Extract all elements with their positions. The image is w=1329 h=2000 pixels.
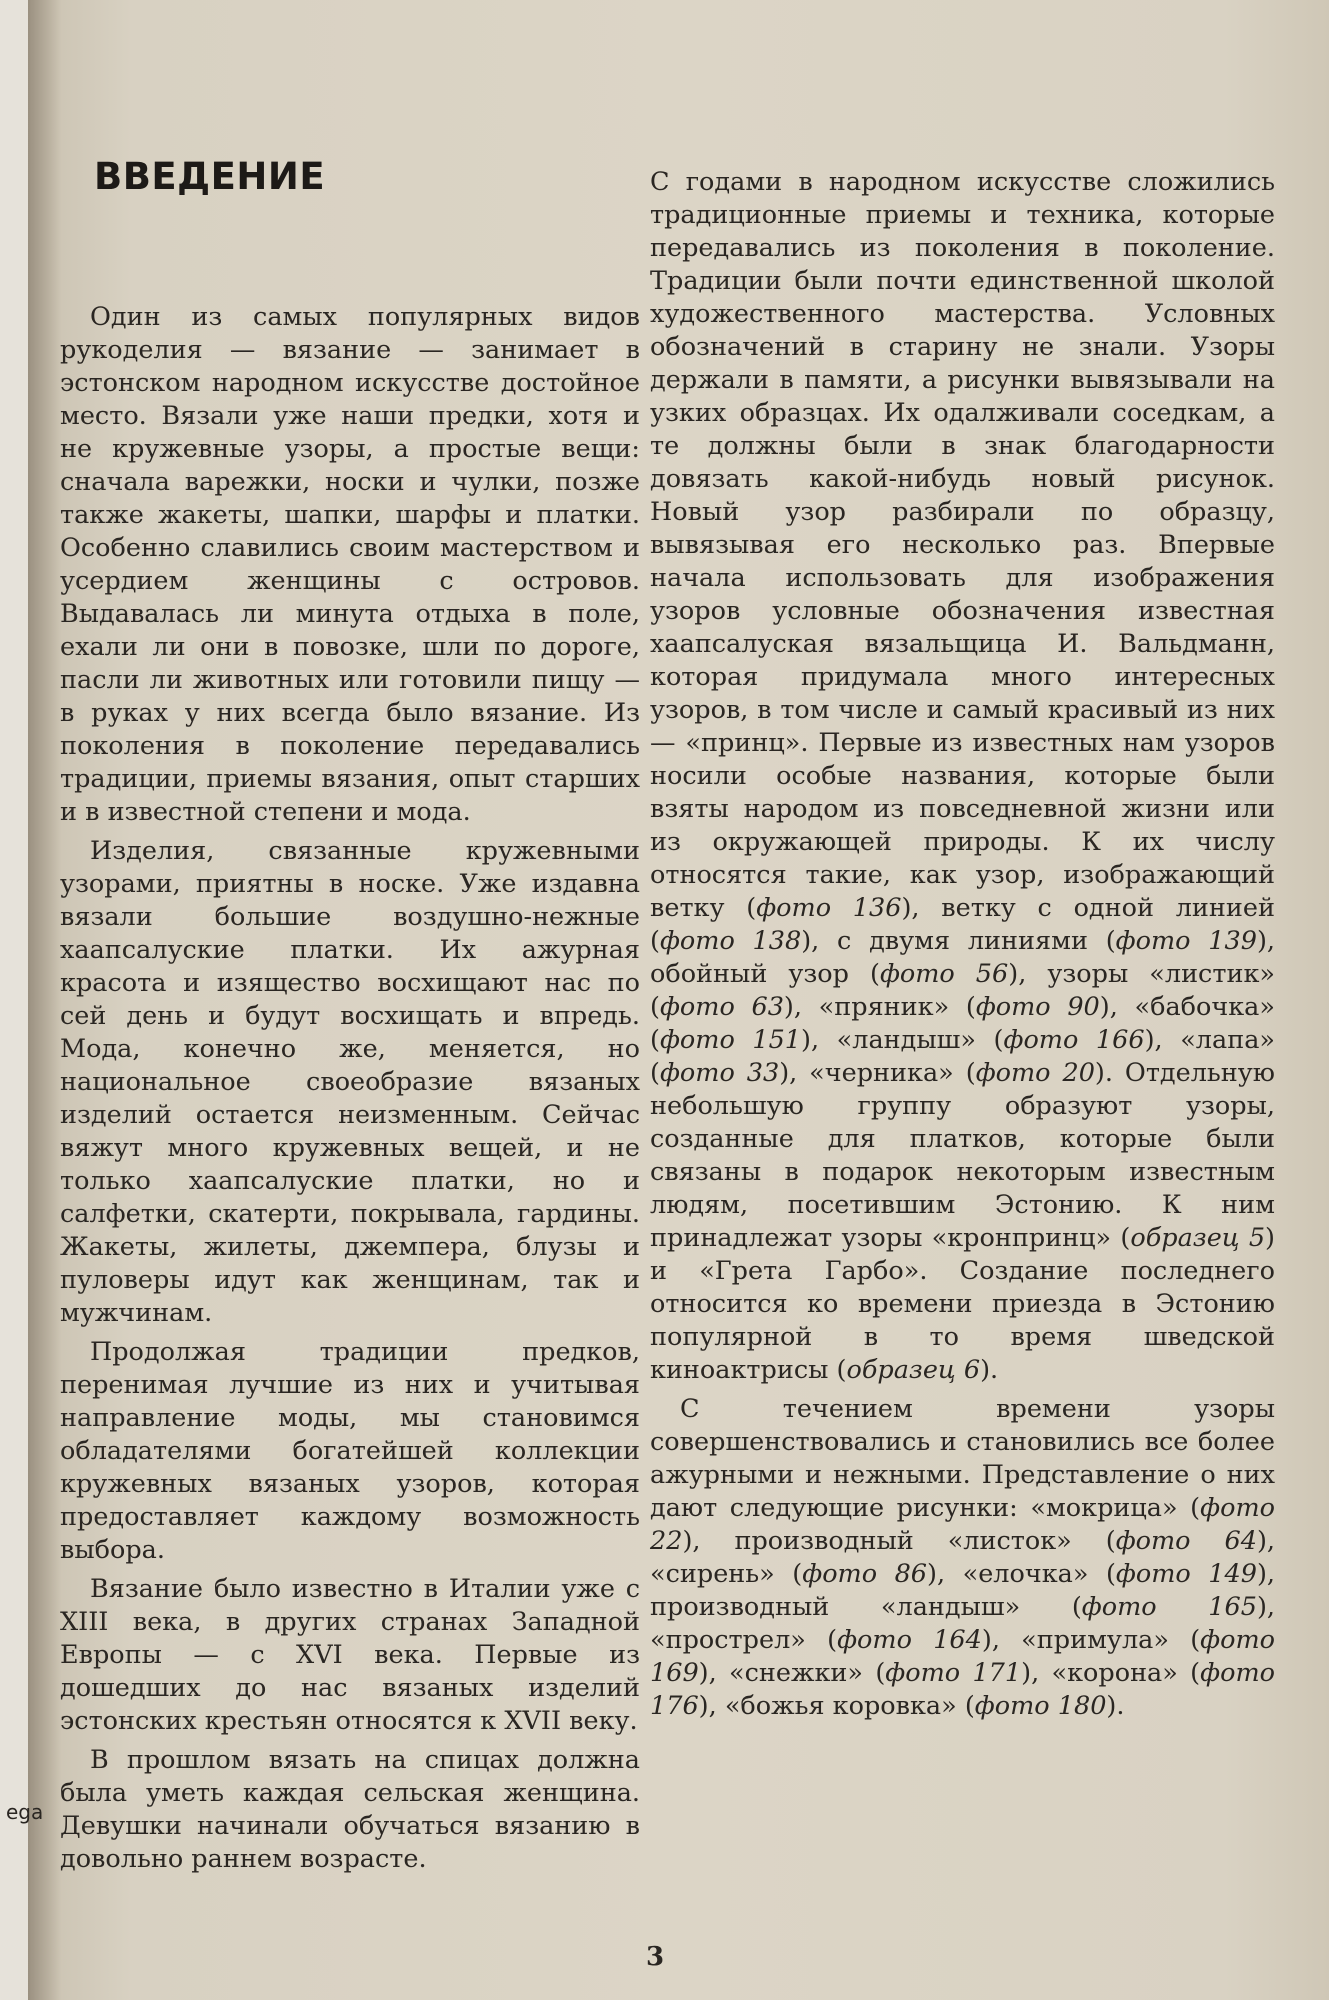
text-run: ), «божья коровка» ( <box>698 1691 975 1721</box>
text-run: ), «бабочка» ( <box>650 992 1275 1055</box>
page-title: ВВЕДЕНИЕ <box>94 155 326 198</box>
text-run: ). <box>980 1355 999 1385</box>
text-run: ), производный «листок» ( <box>682 1526 1116 1556</box>
text-run: ), ветку с одной линией ( <box>650 893 1275 956</box>
photo-ref: фото 56 <box>879 959 1009 989</box>
text-run: С течением времени узоры совершенствовались и становились все более ажурными и нежными. Представление о них дают следующие рисунки: «мокрица» ( <box>650 1394 1275 1523</box>
text-run: ) и «Грета Гарбо». Создание последнего относится ко времени приезда в Эстонию популярной в то время шведской киноактрисы ( <box>650 1223 1275 1385</box>
photo-ref: фото 33 <box>659 1058 780 1088</box>
page-number: 3 <box>646 1942 665 1972</box>
right-column <box>650 166 1275 1729</box>
left-column <box>60 155 640 1882</box>
photo-ref: фото 138 <box>659 926 802 956</box>
photo-ref: фото 171 <box>885 1658 1022 1688</box>
photo-ref: фото 136 <box>756 893 902 923</box>
photo-ref: фото 86 <box>802 1559 928 1589</box>
text-run: ), узоры «листик» ( <box>650 959 1275 1022</box>
text-run: ), «снежки» ( <box>698 1658 886 1688</box>
paragraph: Вязание было известно в Италии уже с XIII века, в других странах Западной Европы — с XVI века. Первые из дошедших до нас вязаных изделий эстонских крестьян относятся к XVII веку. <box>60 1574 640 1736</box>
sample-ref: образец 6 <box>846 1355 981 1385</box>
page-margin <box>0 0 28 2000</box>
photo-ref: фото 139 <box>1115 926 1257 956</box>
text-run: ), «сирень» ( <box>650 1526 1275 1589</box>
photo-ref: фото 164 <box>837 1625 982 1655</box>
text-run: ), «пряник» ( <box>783 992 976 1022</box>
photo-ref: фото 63 <box>659 992 784 1022</box>
text-run: ), «корона» ( <box>1021 1658 1201 1688</box>
text-run: ), «примула» ( <box>981 1625 1201 1655</box>
photo-ref: фото 20 <box>975 1058 1095 1088</box>
text-run: ). <box>1106 1691 1125 1721</box>
book-spine <box>28 0 62 2000</box>
photo-ref: фото 166 <box>1003 1025 1145 1055</box>
photo-ref: фото 165 <box>1081 1592 1257 1622</box>
text-run: С годами в народном искусстве сложились традиционные приемы и техника, которые передавались из поколения в поколение. Традиции были почти единственной школой художественного мастерства. Условных обозначений в старину не знали. Узоры держали в памяти, а рисунки вывязывали на узких образцах. Их одалживали соседкам, а те должны были в знак благодарности довязать какой-нибудь новый рисунок. Новый узор разбирали по образцу, вывязывая его несколько раз. Впервые начала использовать для изображения узоров условные обозначения известная хаапсалуская вязальщица И. Вальдманн, которая придумала много интересных узоров, в том числе и самый красивый из них — «принц». Первые из известных нам узоров носили особые названия, которые были взяты народом из повседневной жизни или из окружающей природы. К их числу относятся такие, как узор, изображающий ветку ( <box>650 167 1275 923</box>
text-run: ). Отдельную небольшую группу образуют узоры, созданные для платков, которые были связаны в подарок некоторым известным людям, посетившим Эстонию. К ним принадлежат узоры «кронпринц» ( <box>650 1058 1275 1253</box>
text-run: ), «лапа» ( <box>650 1025 1276 1088</box>
paragraph: Изделия, связанные кружевными узорами, приятны в носке. Уже издавна вязали большие воздушно-нежные хаапсалуские платки. Их ажурная красота и изящество восхищают нас по сей день и будут восхищать и впредь. Мода, конечно же, меняется, но национальное своеобразие вязаных изделий остается неизменным. Сейчас вяжут много кружевных вещей, и не только хаапсалуские платки, но и салфетки, скатерти, покрывала, гардины. Жакеты, жилеты, джемпера, блузы и пуловеры идут как женщинам, так и мужчинам. <box>60 836 640 1328</box>
paragraph: Один из самых популярных видов рукоделия — вязание — занимает в эстонском народном искусстве достойное место. Вязали уже наши предки, хотя и не кружевные узоры, а простые вещи: сначала варежки, носки и чулки, позже также жакеты, шапки, шарфы и платки. Особенно славились своим мастерством и усердием женщины с островов. Выдавалась ли минута отдыха в поле, ехали ли они в повозке, шли по дороге, пасли ли животных или готовили пищу — в руках у них всегда было вязание. Из поколения в поколение передавались традиции, приемы вязания, опыт старших и в известной степени и мода. <box>60 302 640 827</box>
photo-ref: фото 151 <box>659 1025 802 1055</box>
text-run: ), производный «ландыш» ( <box>650 1559 1276 1622</box>
text-run: ), с двумя линиями ( <box>801 926 1116 956</box>
sample-ref: образец 5 <box>1130 1223 1266 1253</box>
photo-ref: фото 180 <box>974 1691 1107 1721</box>
paragraph <box>650 1393 1275 1723</box>
photo-ref: фото 176 <box>650 1658 1275 1721</box>
paragraph <box>650 166 1275 1387</box>
text-run: ), «елочка» ( <box>927 1559 1116 1589</box>
photo-ref: фото 169 <box>650 1625 1276 1688</box>
text-run: ), обойный узор ( <box>650 926 1275 989</box>
text-run: ), «ландыш» ( <box>801 1025 1004 1055</box>
paragraph: В прошлом вязать на спицах должна была уметь каждая сельская женщина. Девушки начинали обучаться вязанию в довольно раннем возрасте. <box>60 1745 640 1874</box>
text-run: ), «прострел» ( <box>650 1592 1275 1655</box>
text-run: ), «черника» ( <box>779 1058 976 1088</box>
photo-ref: фото 90 <box>975 992 1100 1022</box>
photo-ref: фото 149 <box>1115 1559 1257 1589</box>
margin-note: ega <box>6 1800 44 1824</box>
photo-ref: фото 64 <box>1115 1526 1257 1556</box>
paragraph: Продолжая традиции предков, перенимая лучшие из них и учитывая направление моды, мы становимся обладателями богатейшей коллекции кружевных вязаных узоров, которая предоставляет каждому возможность выбора. <box>60 1337 640 1565</box>
photo-ref: фото 22 <box>650 1493 1275 1556</box>
